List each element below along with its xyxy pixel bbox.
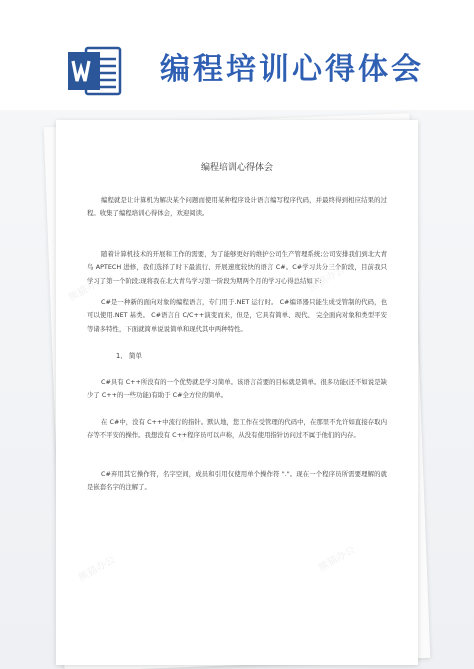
paragraph-background: 随着计算机技术的开展和工作的需要，为了能够更好的维护公司生产管理系统;公司安排我们到北大青鸟 APTECH 进修，我们选择了时下最流行、开展速度较快的语言 C#。C#学习共分三个阶段，目前我只学习了第一个阶段;现将我在北大青鸟学习第一阶段为期两个月的学习心得总结如下: (87, 250, 387, 285)
document-title: 编程培训心得体会 (200, 163, 273, 173)
header-banner (0, 0, 474, 110)
section-heading-simple: 1、 简单 (116, 352, 143, 360)
paragraph-intro: 编程就是让计算机为解决某个问题而使用某种程序设计语言编写程序代码，并最终得到相应结果的过程。收集了编程培训心得体会，欢迎阅读。 (87, 196, 387, 218)
watermark-text: 熊猫办公 (306, 264, 348, 294)
header-title: 编程培训心得体会 (160, 52, 424, 87)
document-page (56, 120, 418, 665)
watermark-text: 熊猫办公 (176, 414, 218, 444)
paragraph-csharp-overview: C#是一种新的面向对象的编程语言，专门用于.NET 运行时。 C#编译器只能生成受管制的代码，也可以使用.NET 基类。 C#语言自 C/C++演变而来，但是，它具有简单、现代、 完全面向对象和类型平安等诸多特性，下面就简单说说简单和现代其中两种特性。 (87, 298, 387, 333)
watermark-text: 熊猫办公 (316, 544, 358, 574)
paragraph-pointers: 在 C#中，没有 C++中流行的指针。默认地，您工作在受管理的代码中，在那里不允许如直接存取内存等不平安的操作。我想没有 C++程序员可以声称，从没有使用指针访问过不属于他们的内存。 (87, 418, 387, 440)
watermark-text: 熊猫办公 (76, 554, 118, 584)
paragraph-operators: C#弃用其它操作符，名字空间，成员和引用仅使用单个操作符 "."。现在一个程序员所需要理解的就是嵌套名字的注解了。 (87, 470, 387, 492)
watermark-text: 熊猫办公 (66, 274, 108, 304)
word-document-icon (66, 42, 124, 100)
paragraph-simple-advantage: C#具有 C++所没有的一个优势就是学习简单。该语言首要的目标就是简单。很多功能(还不如说是缺少了 C++的一些功能)有助于 C#全方位的简单。 (87, 378, 387, 400)
